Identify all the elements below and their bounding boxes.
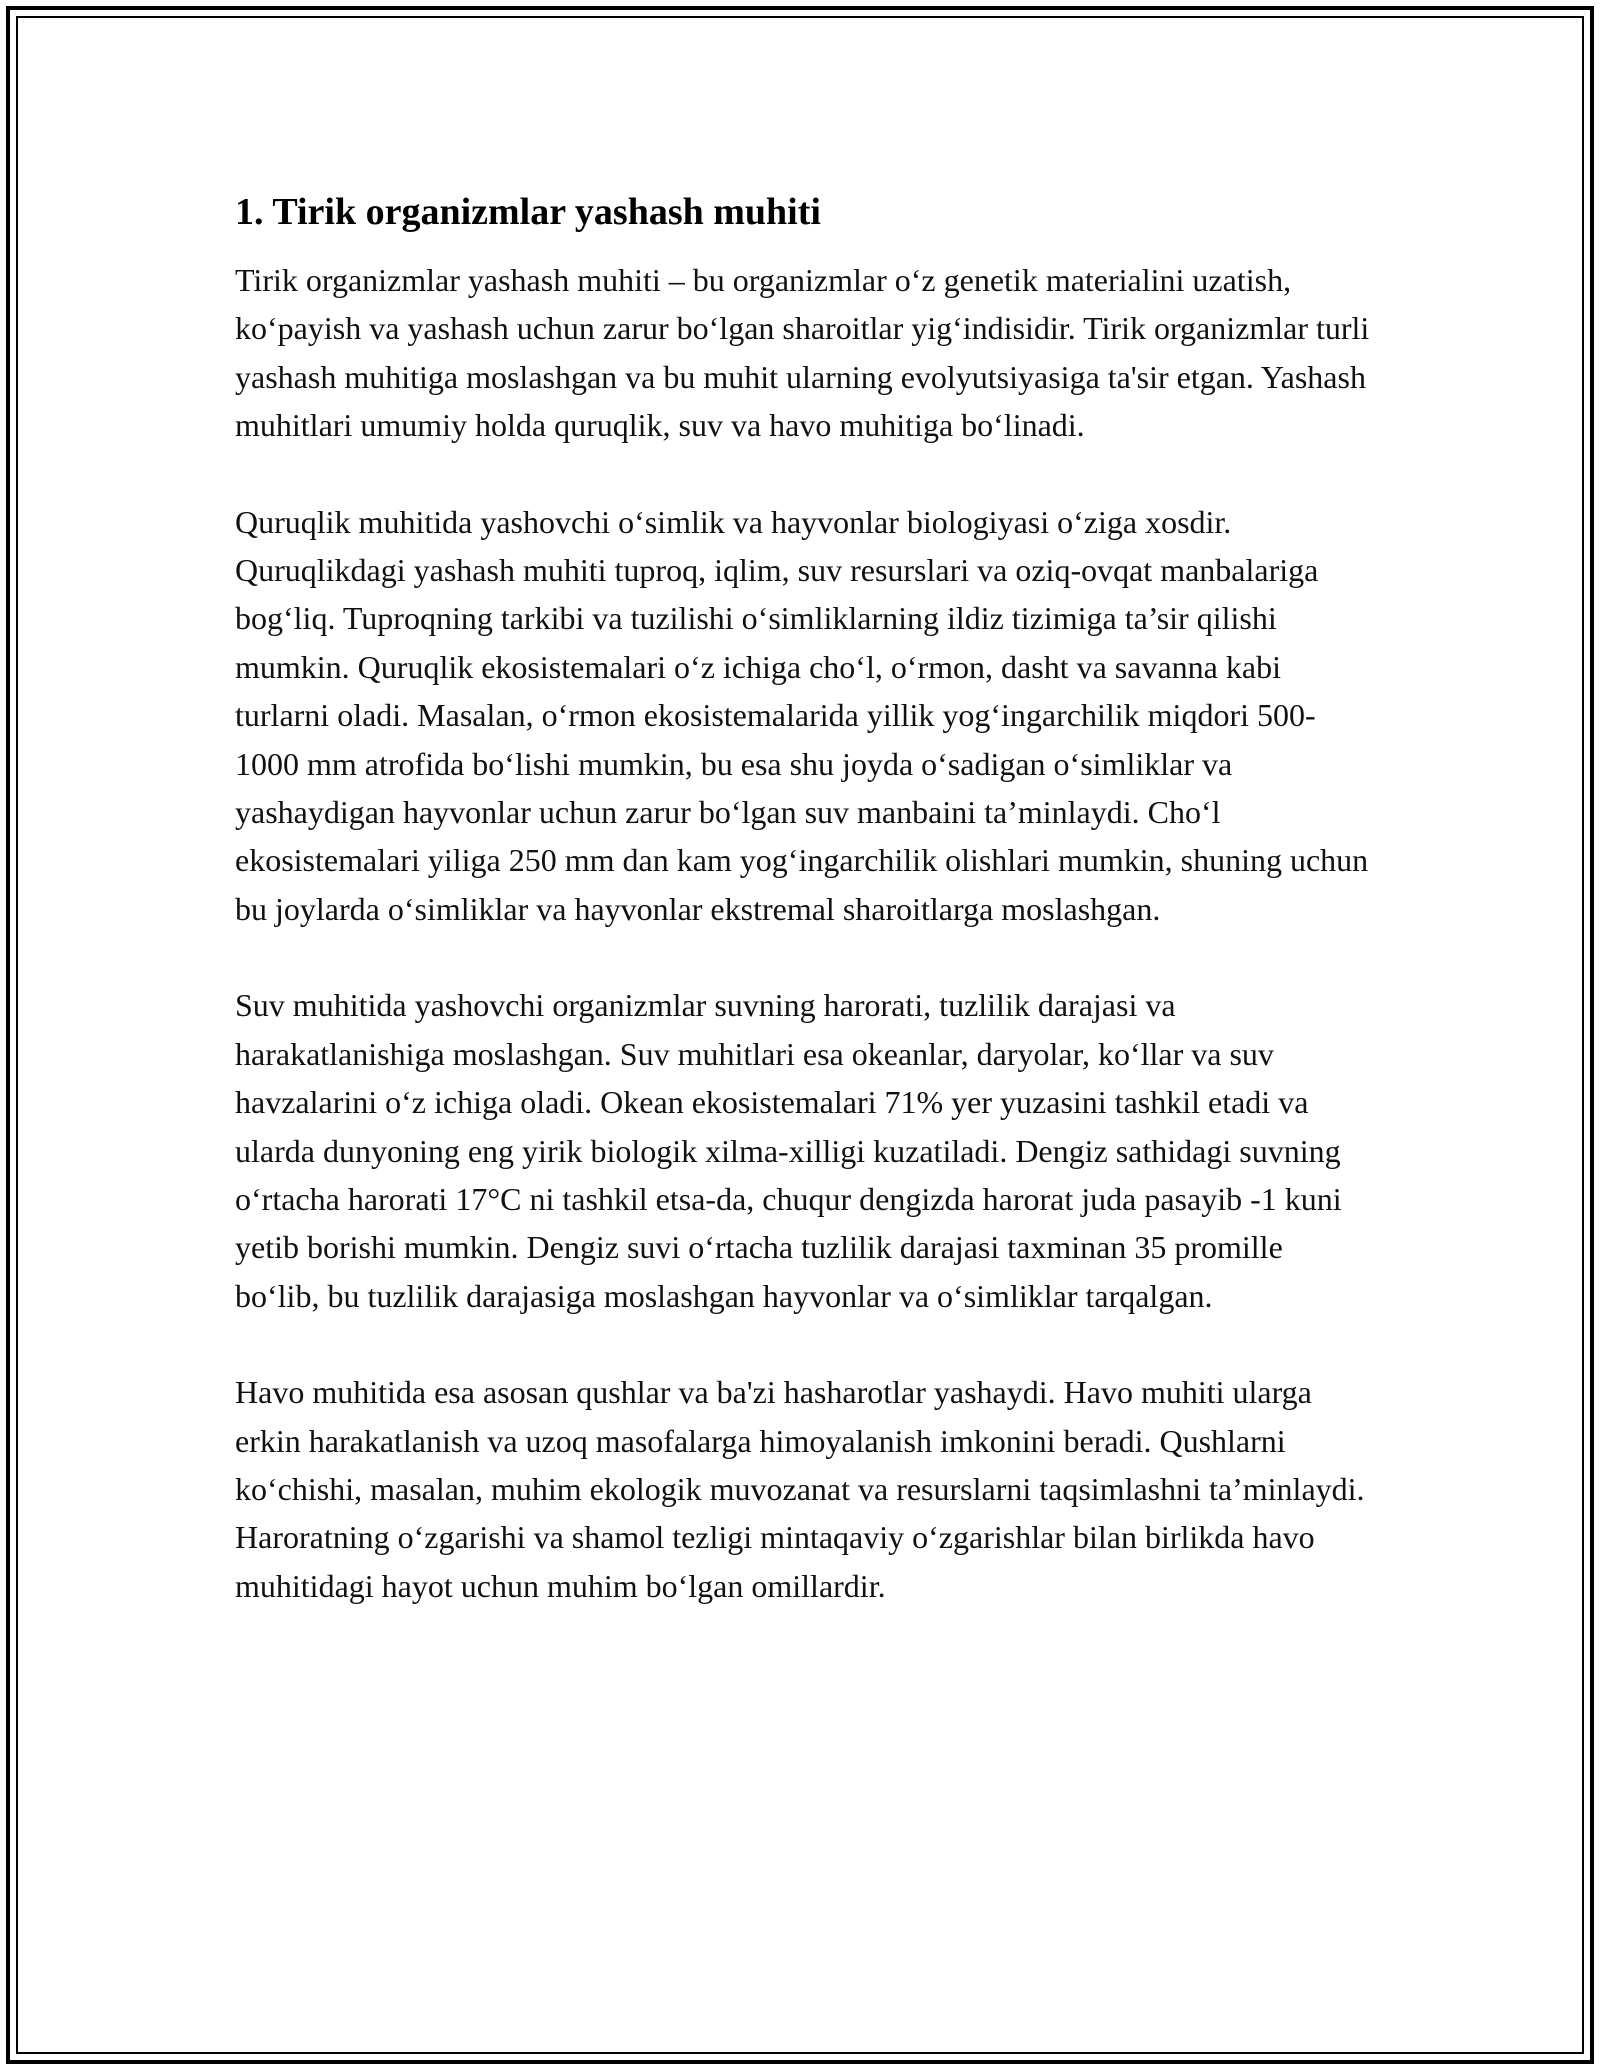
section-title: 1. Tirik organizmlar yashash muhiti (235, 191, 821, 233)
paragraph-intro: Tirik organizmlar yashash muhiti – bu organizmlar o‘z genetik materialini uzatish, ko‘payish va yashash uchun zarur bo‘lgan sharoitlar yig‘indisidir. Tirik organizmlar turli yashash muhitiga moslashgan va bu muhit ularning evolyutsiyasiga ta'sir etgan. Yashash muhitlari umumiy holda quruqlik, suv va havo muhitiga bo‘linadi. (235, 262, 1370, 444)
paragraph-land-habitat: Quruqlik muhitida yashovchi o‘simlik va hayvonlar biologiyasi o‘ziga xosdir. Quruqlikdagi yashash muhiti tuproq, iqlim, suv resurslari va oziq-ovqat manbalariga bog‘liq. Tuproqning tarkibi va tuzilishi o‘simliklarning ildiz tizimiga ta’sir qilishi mumkin. Quruqlik ekosistemalari o‘z ichiga cho‘l, o‘rmon, dasht va savanna kabi turlarni oladi. Masalan, o‘rmon ekosistemalarida yillik yog‘ingarchilik miqdori 500-1000 mm atrofida bo‘lishi mumkin, bu esa shu joyda o‘sadigan o‘simliklar va yashaydigan hayvonlar uchun zarur bo‘lgan suv manbaini ta’minlaydi. Cho‘l ekosistemalari yiliga 250 mm dan kam yog‘ingarchilik olishlari mumkin, shuning uchun bu joylarda o‘simliklar va hayvonlar ekstremal sharoitlarga moslashgan. (235, 503, 1369, 927)
paragraph-air-habitat: Havo muhitida esa asosan qushlar va ba'zi hasharotlar yashaydi. Havo muhiti ularga erkin harakatlanish va uzoq masofalarga himoyalanish imkonini beradi. Qushlarni ko‘chishi, masalan, muhim ekologik muvozanat va resurslarni taqsimlashni ta’minlaydi. Haroratning o‘zgarishi va shamol tezligi mintaqaviy o‘zgarishlar bilan birlikda havo muhitidagi hayot uchun muhim bo‘lgan omillardir. (235, 1374, 1365, 1604)
paragraph-water-habitat: Suv muhitida yashovchi organizmlar suvning harorati, tuzlilik darajasi va harakatlanishiga moslashgan. Suv muhitlari esa okeanlar, daryolar, ko‘llar va suv havzalarini o‘z ichiga oladi. Okean ekosistemalari 71% yer yuzasini tashkil etadi va ularda dunyoning eng yirik biologik xilma-xilligi kuzatiladi. Dengiz sathidagi suvning o‘rtacha harorati 17°C ni tashkil etsa-da, chuqur dengizda harorat juda pasayib -1 kuni yetib borishi mumkin. Dengiz suvi o‘rtacha tuzlilik darajasi taxminan 35 promille bo‘lib, bu tuzlilik darajasiga moslashgan hayvonlar va o‘simliklar tarqalgan. (235, 987, 1342, 1314)
document-body (235, 186, 1370, 1658)
